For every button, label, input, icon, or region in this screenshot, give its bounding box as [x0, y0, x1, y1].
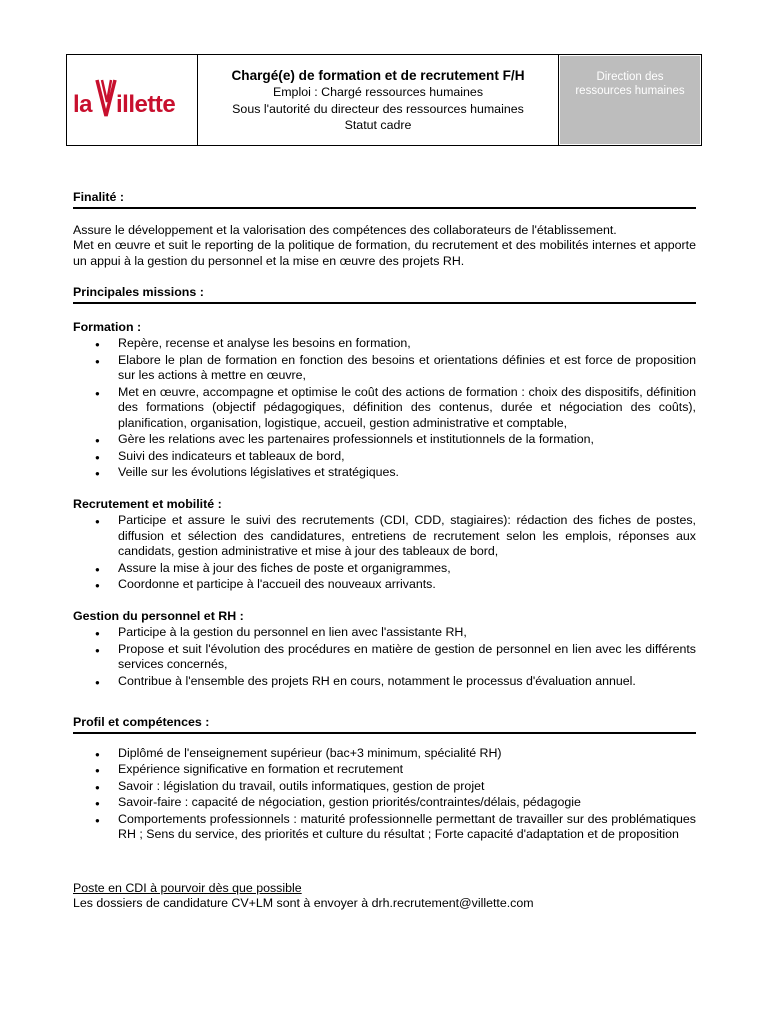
list-item: ● Propose et suit l'évolution des procédures en matière de gestion de personnel en lien avec les différents services concernés, — [73, 642, 696, 673]
statut-line: Statut cadre — [344, 118, 412, 132]
list-item: ● Suivi des indicateurs et tableaux de bord, — [73, 449, 696, 465]
list-item: ● Participe et assure le suivi des recrutements (CDI, CDD, stagiaires): rédaction des fiches de postes, diffusion et sélection des candidatures, entretiens de recrutement selon les emplois, réponses aux candidats, gestion administrative et mise à jour des tableaux de bord, — [73, 513, 696, 560]
list-item: ● Gère les relations avec les partenaires professionnels et institutionnels de la formation, — [73, 432, 696, 448]
logo-cell — [67, 55, 198, 145]
list-item: ● Expérience significative en formation et recrutement — [73, 762, 696, 778]
finalite-line-1: Assure le développement et la valorisation des compétences des collaborateurs de l'établissement. — [73, 222, 617, 237]
finalite-line-2: Met en œuvre et suit le reporting de la politique de formation, du recrutement et des mobilités internes et apporte un appui à la gestion du personnel et la mise en œuvre des projets RH. — [73, 238, 696, 268]
recrutement-heading: Recrutement et mobilité : — [73, 496, 222, 511]
svg-text:la: la — [73, 91, 93, 118]
recrutement-list — [73, 513, 696, 593]
list-item: ● Veille sur les évolutions législatives et stratégiques. — [73, 465, 696, 481]
list-item: ● Repère, recense et analyse les besoins en formation, — [73, 336, 696, 352]
list-item: ● Assure la mise à jour des fiches de poste et organigrammes, — [73, 561, 696, 577]
list-item: ● Comportements professionnels : maturité professionnelle permettant de travailler sur des problématiques RH ; Sens du service, des priorités et culture du résultat ; Forte capacité d'adaptation et de proposition — [73, 812, 696, 843]
dossiers-line: Les dossiers de candidature CV+LM sont à envoyer à drh.recrutement@villette.com — [73, 896, 534, 910]
list-item: ● Diplômé de l'enseignement supérieur (bac+3 minimum, spécialité RH) — [73, 746, 696, 762]
list-item: ● Elabore le plan de formation en fonction des besoins et orientations définies et est force de proposition sur les actions à mettre en œuvre, — [73, 353, 696, 384]
list-item: ● Savoir-faire : capacité de négociation, gestion priorités/contraintes/délais, pédagogie — [73, 795, 696, 811]
autorite-line: Sous l'autorité du directeur des ressources humaines — [232, 101, 524, 116]
finalite-heading: Finalité : — [73, 190, 696, 209]
missions-heading: Principales missions : — [73, 285, 696, 304]
title-cell — [198, 55, 559, 145]
poste-cdi-line: Poste en CDI à pourvoir dès que possible — [73, 880, 302, 895]
svg-text:illette: illette — [116, 91, 176, 118]
list-item: ● Participe à la gestion du personnel en lien avec l'assistante RH, — [73, 625, 696, 641]
list-item: ● Savoir : législation du travail, outils informatiques, gestion de projet — [73, 779, 696, 795]
profil-list — [73, 746, 696, 843]
list-item: ● Coordonne et participe à l'accueil des nouveaux arrivants. — [73, 577, 696, 593]
formation-list — [73, 336, 696, 481]
header-table — [66, 54, 702, 146]
profil-heading: Profil et compétences : — [73, 715, 696, 734]
list-item: ● Met en œuvre, accompagne et optimise le coût des actions de formation : choix des dispositifs, définition des formations (objectif pédagogiques, définition des contenus, durée et négociation des coûts), planification, organisation, logistique, accueil, gestion administrative et comptable, — [73, 385, 696, 432]
document-body — [73, 190, 696, 912]
emploi-line: Emploi : Chargé ressources humaines — [272, 85, 484, 99]
direction-cell: Direction des ressources humaines — [560, 56, 700, 144]
gestion-list — [73, 625, 696, 689]
la-villette-logo — [71, 72, 193, 128]
formation-heading: Formation : — [73, 319, 142, 334]
list-item: ● Contribue à l'ensemble des projets RH en cours, notamment le processus d'évaluation annuel. — [73, 674, 696, 690]
gestion-heading: Gestion du personnel et RH : — [73, 608, 244, 623]
job-title: Chargé(e) de formation et de recrutement F/H — [231, 68, 525, 83]
